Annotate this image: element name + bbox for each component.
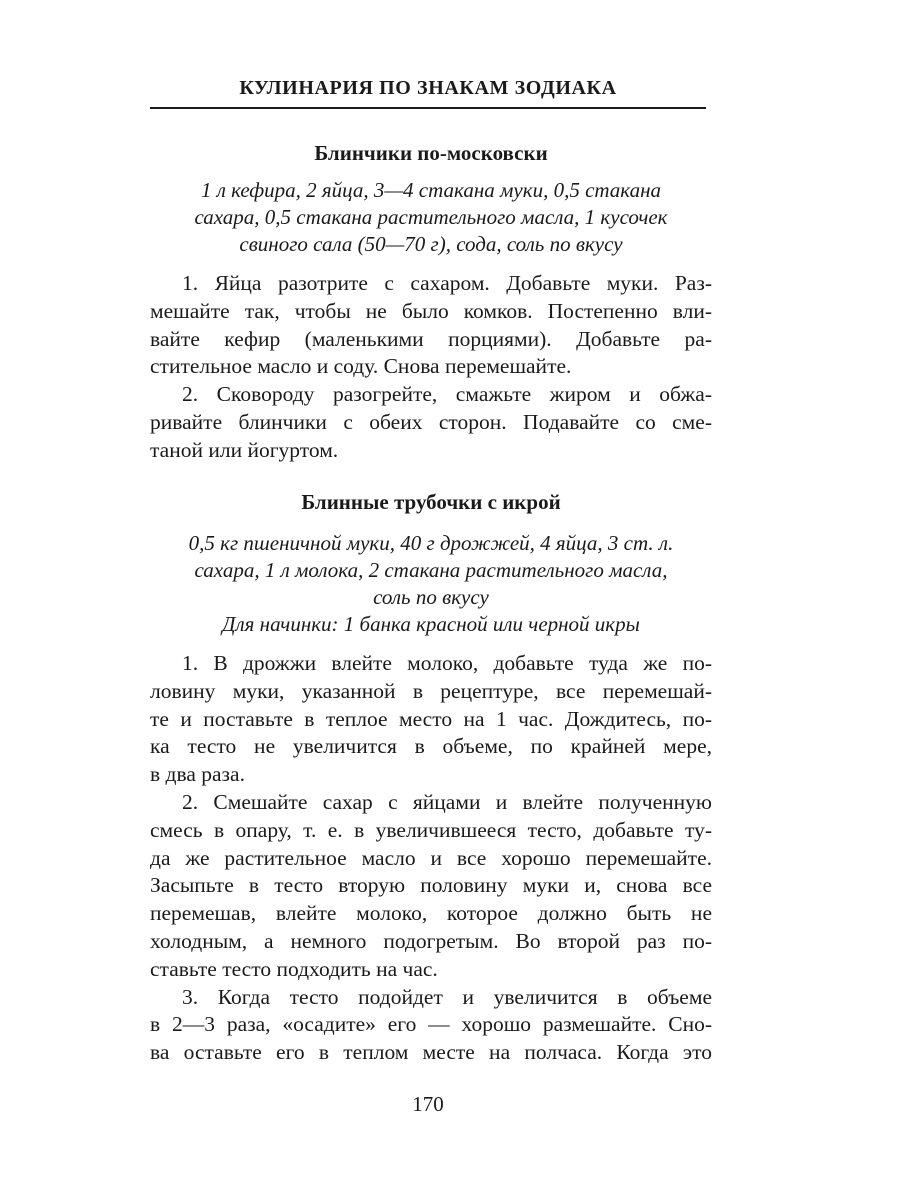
ingredients-line: 0,5 кг пшеничной муки, 40 г дрожжей, 4 яйца, 3 ст. л. (188, 531, 674, 555)
body-line: Засыпьте в тесто вторую половину муки и, снова все (150, 873, 712, 898)
body-line: таной или йогуртом. (150, 437, 339, 462)
body-line: в 2—3 раза, «осадите» его — хорошо размешайте. Сно- (150, 1012, 712, 1037)
recipe-2-ingredients (150, 530, 712, 638)
body-line: 1. В дрожжи влейте молоко, добавьте туда же по- (182, 651, 712, 675)
body-line: вайте кефир (маленькими порциями). Добавьте ра- (150, 326, 712, 351)
recipe-1-title: Блинчики по-московски (314, 141, 548, 165)
ingredients-line: соль по вкусу (373, 585, 489, 609)
body-line: холодным, а немного подогретым. Во второй раз по- (150, 928, 712, 953)
body-line: ка тесто не увеличится в объеме, по крайней мере, (150, 734, 712, 759)
body-line: смесь в опару, т. е. в увеличившееся тесто, добавьте ту- (150, 817, 712, 842)
recipe-1-step-2 (150, 381, 712, 464)
body-line: 1. Яйца разотрите с сахаром. Добавьте муки. Раз- (182, 271, 712, 295)
filling-line: Для начинки: 1 банка красной или черной икры (222, 612, 640, 636)
body-line: 2. Сковороду разогрейте, смажьте жиром и обжа- (182, 382, 712, 407)
recipe-2 (150, 488, 712, 516)
header-rule (150, 107, 706, 109)
ingredients-line: сахара, 1 л молока, 2 стакана растительного масла, (194, 558, 668, 582)
recipe-2-step-2 (150, 789, 712, 984)
recipe-2-step-3 (150, 984, 712, 1067)
ingredients-line: сахара, 0,5 стакана растительного масла, 1 кусочек (194, 205, 668, 229)
recipe-1-step-1 (150, 270, 712, 381)
body-line: ривайте блинчики с обеих сторон. Подавайте со сме- (150, 409, 712, 434)
ingredients-line: свиного сала (50—70 г), сода, соль по вкусу (239, 232, 623, 256)
page-number: 170 (412, 1092, 444, 1116)
body-line: ловину муки, указанной в рецептуре, все перемешай- (150, 678, 712, 703)
running-head: КУЛИНАРИЯ ПО ЗНАКАМ ЗОДИАКА (239, 77, 617, 99)
recipe-2-steps (150, 650, 712, 1067)
body-line: перемешав, влейте молоко, которое должно быть не (150, 901, 712, 926)
ingredients-line: 1 л кефира, 2 яйца, 3—4 стакана муки, 0,5 стакана (200, 178, 662, 202)
recipe-1-ingredients (150, 177, 712, 258)
body-line: ставьте тесто подходить на час. (150, 956, 438, 981)
body-line: ва оставьте его в теплом месте на полчаса. Когда это (150, 1040, 712, 1065)
recipe-2-title: Блинные трубочки с икрой (301, 490, 561, 514)
body-line: 2. Смешайте сахар с яйцами и влейте полученную (182, 789, 712, 814)
body-line: в два раза. (150, 762, 245, 787)
body-line: 3. Когда тесто подойдет и увеличится в объеме (182, 984, 712, 1009)
body-line: мешайте так, чтобы не было комков. Постепенно вли- (150, 298, 712, 323)
body-line: да же растительное масло и все хорошо перемешайте. (150, 845, 712, 870)
recipe-2-step-1 (150, 650, 712, 789)
recipe-1 (150, 139, 712, 167)
recipe-1-steps (150, 270, 712, 465)
body-line: те и поставьте в теплое место на 1 час. Дождитесь, по- (150, 706, 712, 731)
body-line: стительное масло и соду. Снова перемешайте. (150, 354, 572, 379)
